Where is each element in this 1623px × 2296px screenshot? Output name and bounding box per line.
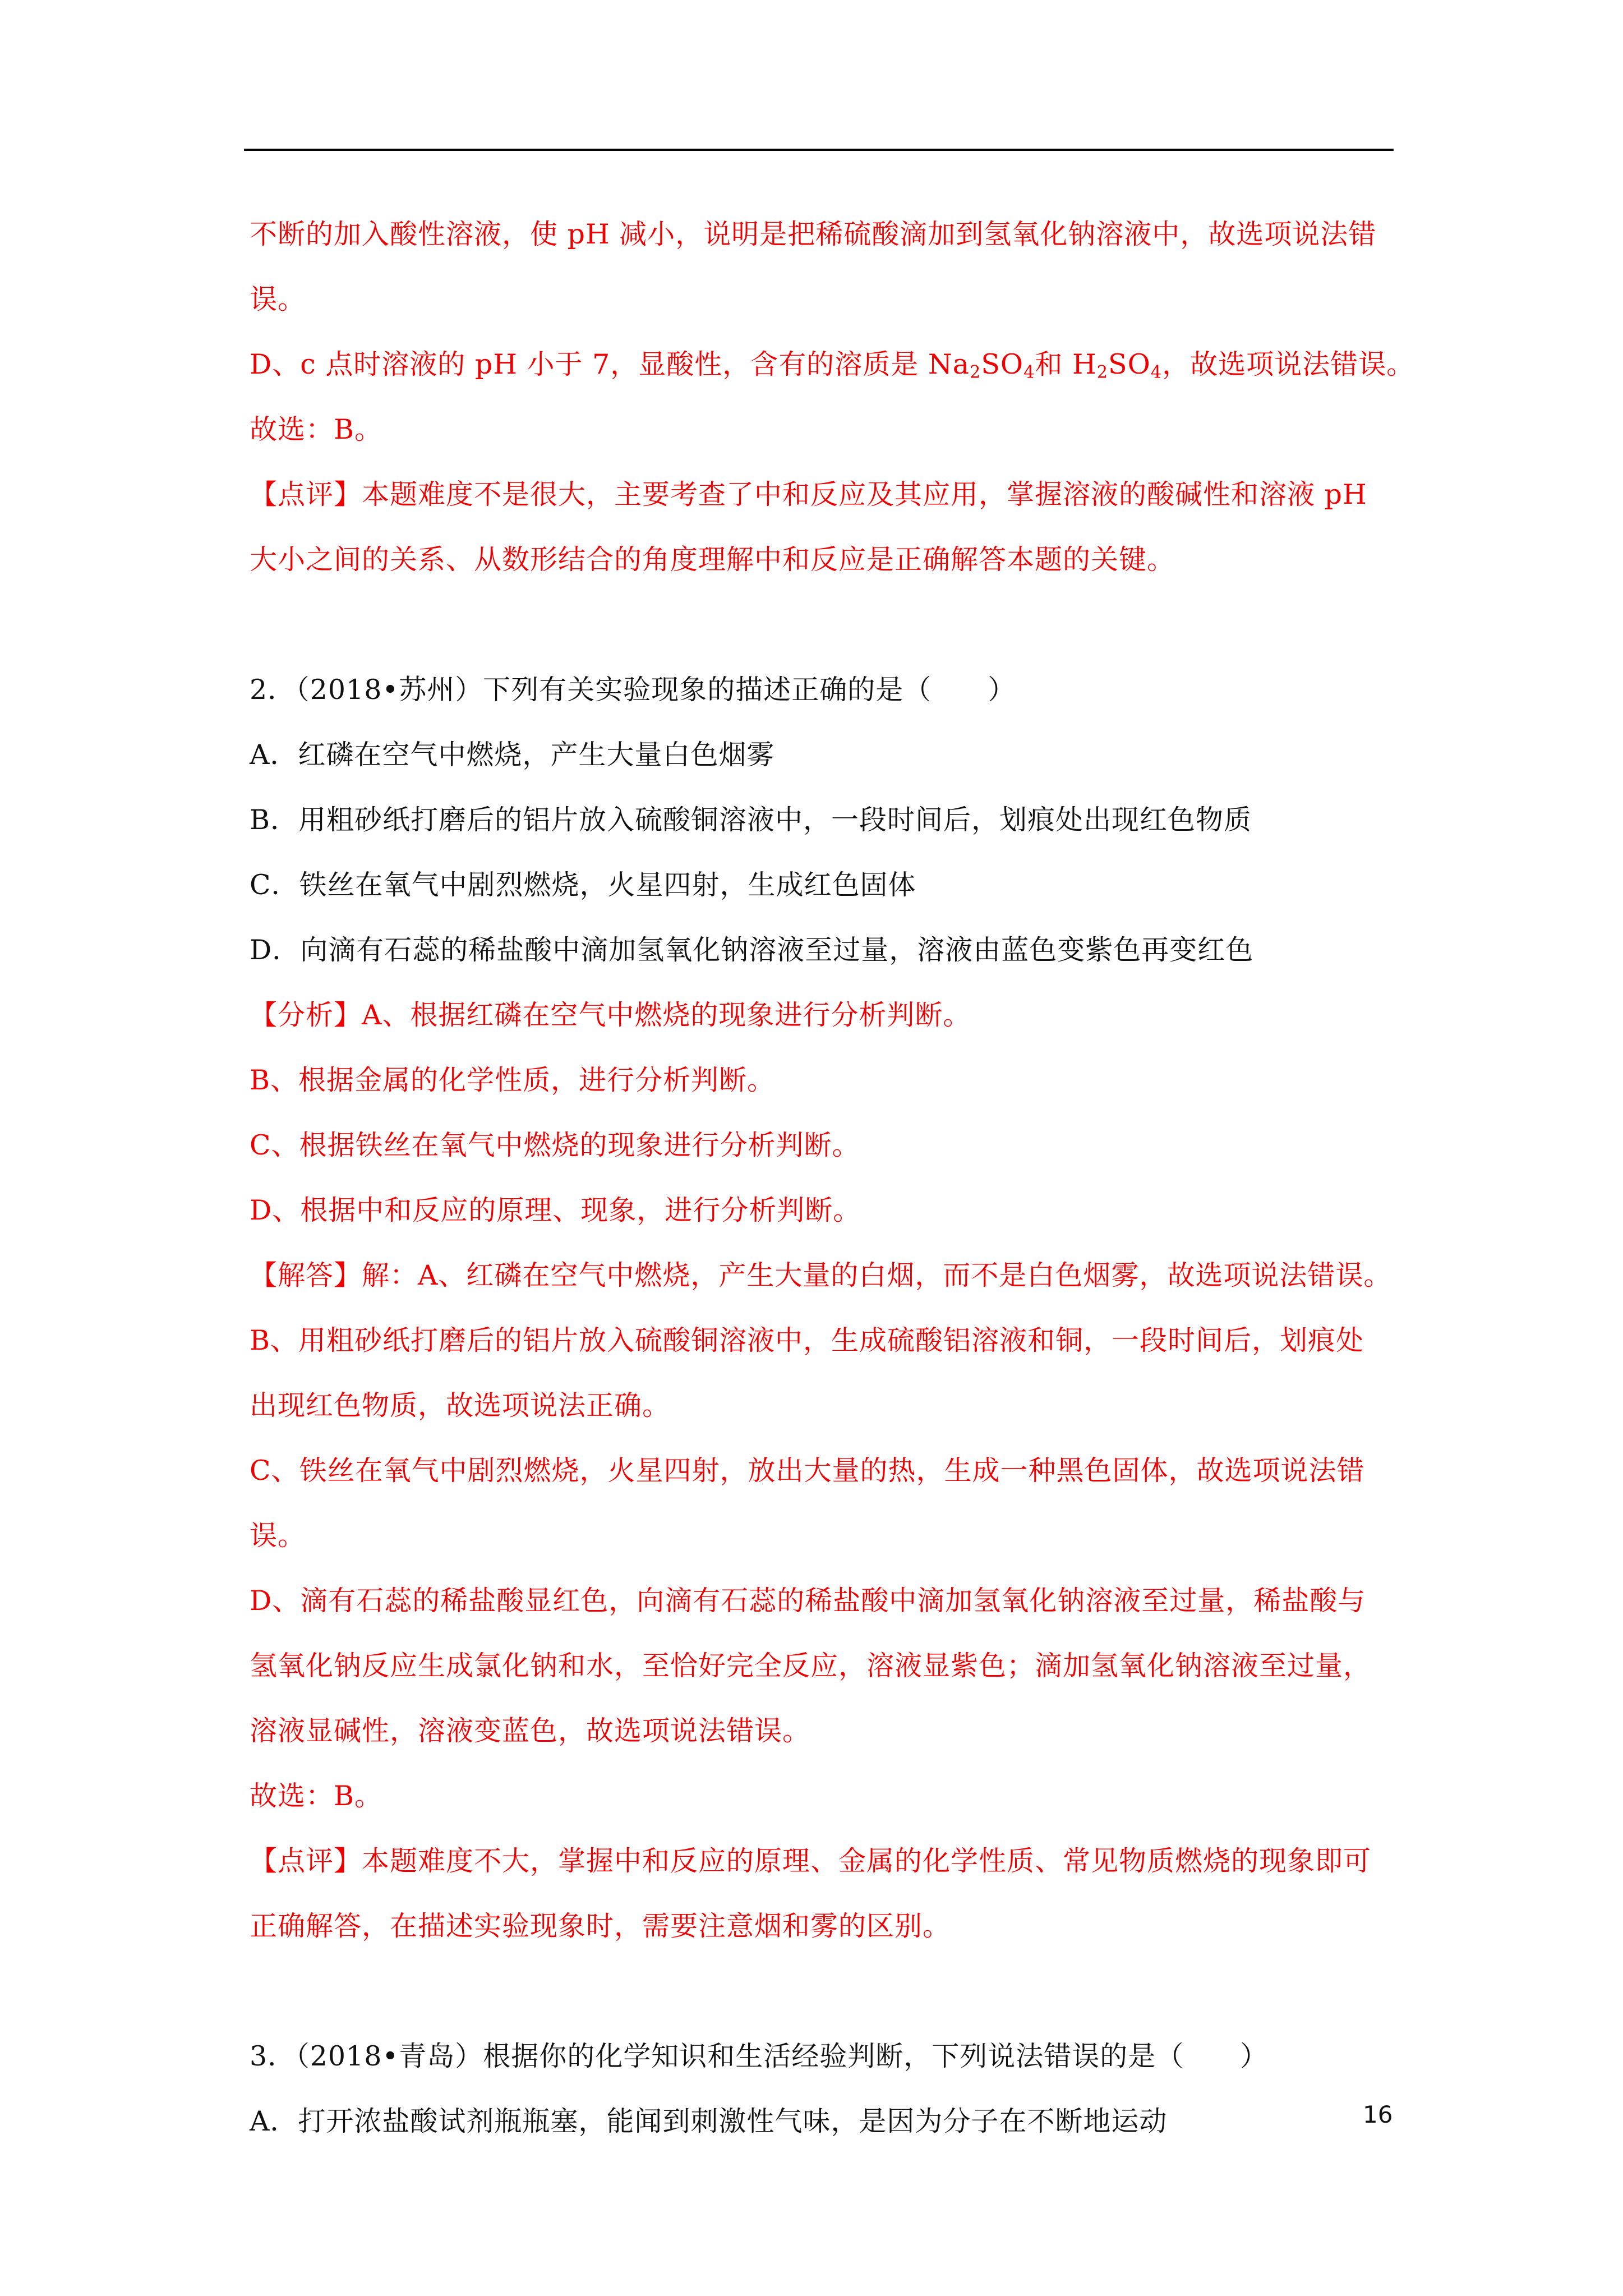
analysis-line: 【分析】A、根据红磷在空气中燃烧的现象进行分析判断。 <box>250 999 971 1031</box>
comment-line: 【点评】本题难度不大，掌握中和反应的原理、金属的化学性质、常见物质燃烧的现象即可 <box>250 1845 1372 1877</box>
option-c: C．铁丝在氧气中剧烈燃烧，火星四射，生成红色固体 <box>250 869 916 901</box>
final-answer: 故选：B。 <box>250 413 383 445</box>
section-gap <box>250 592 1399 657</box>
solution-line: B、用粗砂纸打磨后的铝片放入硫酸铜溶液中，生成硫酸铝溶液和铜，一段时间后，划痕处 <box>250 1324 1364 1356</box>
explanation-option-d: D、c 点时溶液的 pH 小于 7，显酸性，含有的溶质是 $Na_2SO_4$和 $H_2SO_4$，故选项说法错误。 <box>250 348 1415 383</box>
question-stem: 2．（2018•苏州）下列有关实验现象的描述正确的是（ ） <box>250 674 1016 706</box>
section-gap <box>250 1959 1399 2024</box>
question-stem: 3．（2018•青岛）根据你的化学知识和生活经验判断，下列说法错误的是（ ） <box>250 2040 1269 2072</box>
comment-line: 正确解答，在描述实验现象时，需要注意烟和雾的区别。 <box>250 1910 951 1942</box>
solution-line: 【解答】解：A、红磷在空气中燃烧，产生大量的白烟，而不是白色烟雾，故选项说法错误。 <box>250 1259 1392 1291</box>
solution-line: 氢氧化钠反应生成氯化钠和水，至恰好完全反应，溶液显紫色；滴加氢氧化钠溶液至过量， <box>250 1650 1372 1682</box>
page-content <box>250 202 1415 2154</box>
option-a: A．打开浓盐酸试剂瓶瓶塞，能闻到刺激性气味，是因为分子在不断地运动 <box>250 2105 1168 2137</box>
comment-line: 大小之间的关系、从数形结合的角度理解中和反应是正确解答本题的关键。 <box>250 544 1175 576</box>
solution-line: 溶液显碱性，溶液变蓝色，故选项说法错误。 <box>250 1715 811 1747</box>
option-b: B．用粗砂纸打磨后的铝片放入硫酸铜溶液中，一段时间后，划痕处出现红色物质 <box>250 804 1252 836</box>
solution-line: C、铁丝在氧气中剧烈燃烧，火星四射，放出大量的热，生成一种黑色固体，故选项说法错 <box>250 1455 1365 1487</box>
solution-line: D、滴有石蕊的稀盐酸显红色，向滴有石蕊的稀盐酸中滴加氢氧化钠溶液至过量，稀盐酸与 <box>250 1585 1366 1617</box>
explanation-line: 不断的加入酸性溶液，使 pH 减小，说明是把稀硫酸滴加到氢氧化钠溶液中，故选项说法错 <box>250 218 1377 250</box>
explanation-line: 误。 <box>250 283 306 315</box>
analysis-line: C、根据铁丝在氧气中燃烧的现象进行分析判断。 <box>250 1129 860 1161</box>
header-rule <box>244 149 1394 151</box>
solution-line: 出现红色物质，故选项说法正确。 <box>250 1389 671 1421</box>
solution-line: 误。 <box>250 1520 306 1552</box>
analysis-line: D、根据中和反应的原理、现象，进行分析判断。 <box>250 1194 861 1226</box>
comment-line: 【点评】本题难度不是很大，主要考查了中和反应及其应用，掌握溶液的酸碱性和溶液 pH <box>250 478 1367 510</box>
analysis-line: B、根据金属的化学性质，进行分析判断。 <box>250 1064 776 1096</box>
final-answer: 故选：B。 <box>250 1780 383 1812</box>
option-d: D．向滴有石蕊的稀盐酸中滴加氢氧化钠溶液至过量，溶液由蓝色变紫色再变红色 <box>250 934 1254 966</box>
option-a: A．红磷在空气中燃烧，产生大量白色烟雾 <box>250 739 775 771</box>
page-number: 16 <box>1363 2101 1393 2128</box>
